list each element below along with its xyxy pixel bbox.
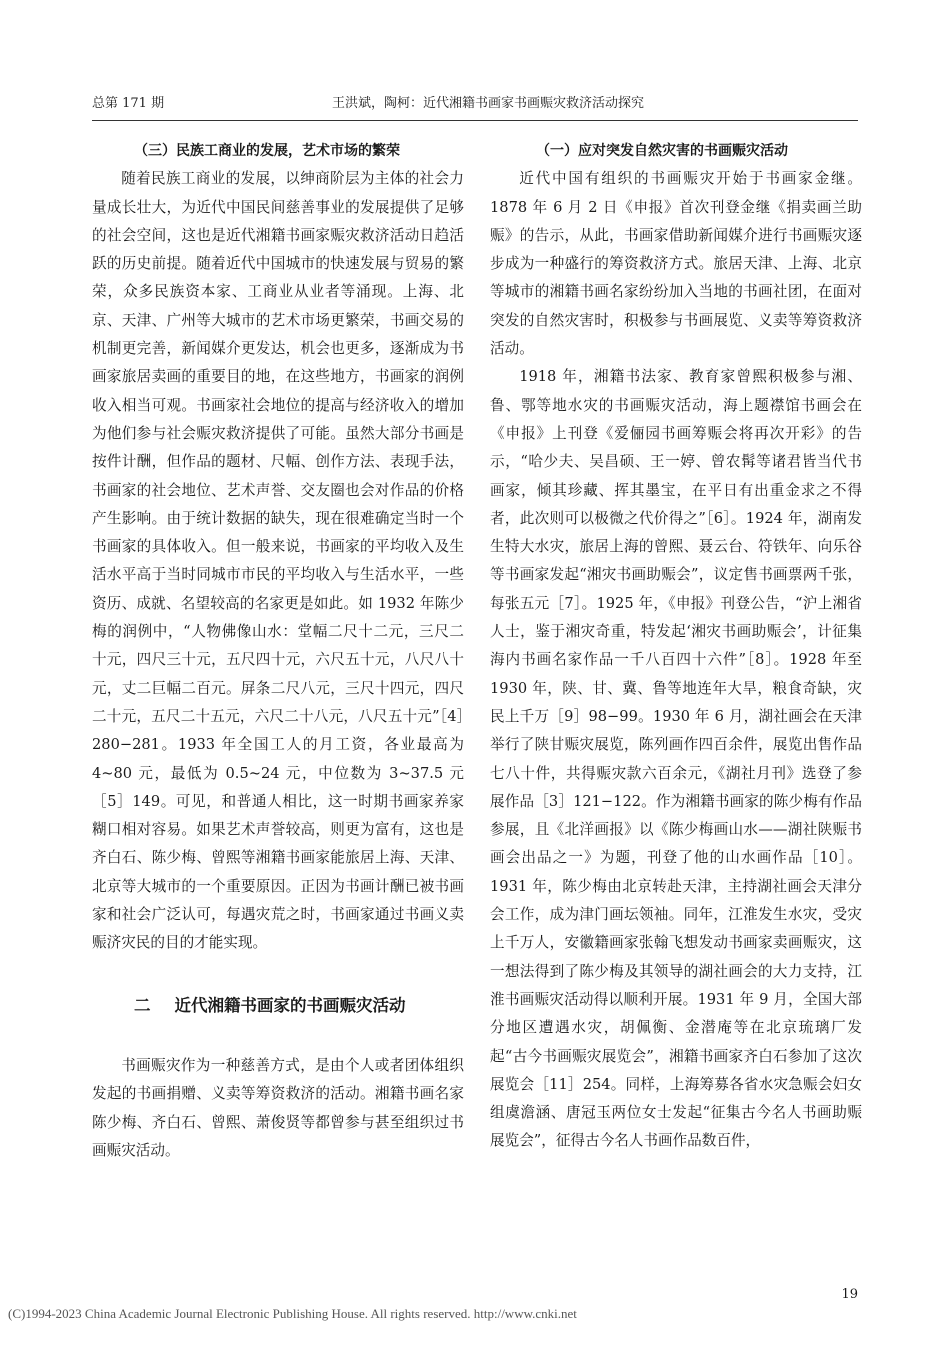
section-heading-2 (92, 992, 464, 1020)
right-column (490, 137, 862, 1156)
issue-number: 总第 171 期 (92, 96, 165, 111)
body-paragraph: 书画赈灾作为一种慈善方式，是由个人或者团体组织发起的书画捐赠、义卖等筹资救济的活动。湘籍书画名家陈少梅、齐白石、曾熙、萧俊贤等都曾参与甚至组织过书画赈灾活动。 (92, 1056, 464, 1159)
section-number: 二 (134, 995, 151, 1015)
page-number: 19 (841, 1287, 858, 1302)
subsection-heading-1: （一）应对突发自然灾害的书画赈灾活动 (536, 143, 788, 159)
running-title: 王洪斌，陶柯：近代湘籍书画家书画赈灾救济活动探究 (332, 96, 645, 111)
body-paragraph: 1918 年，湘籍书法家、教育家曾熙积极参与湘、鲁、鄂等地水灾的书画赈灾活动，海上题襟馆书画会在《申报》上刊登《爱俪园书画筹赈会将再次开彩》的告示，“哈少夫、吴昌硕、王一婷、曾农髯等诸君皆当代书画家，倾其珍藏、挥其墨宝，在平日有出重金求之不得者，此次则可以极微之代价得之”［6］。1924 年，湖南发生特大水灾，旅居上海的曾熙、聂云台、符铁年、向乐谷等书画家发起“湘灾书画助赈会”，议定售书画票两千张，每张五元［7］。1925 年，《申报》刊登公告，“沪上湘省人士，鉴于湘灾奇重，特发起‘湘灾书画助赈会’，计征集海内书画名家作品一千八百四十六件”［8］。1928 年至 1930 年，陕、甘、冀、鲁等地连年大旱，粮食奇缺，灾民上千万［9］98−99。1930 年 6 月，湖社画会在天津举行了陕甘赈灾展览，陈列画作四百余件，展览出售作品七八十件，共得赈灾款六百余元，《湖社月刊》选登了参展作品［3］121−122。作为湘籍书画家的陈少梅有作品参展，且《北洋画报》以《陈少梅画山水——湖社陕赈书画会出品之一》为题，刊登了他的山水画作品［10］。1931 年，陈少梅由北京转赴天津，主持湖社画会天津分会工作，成为津门画坛领袖。同年，江淮发生水灾，受灾上千万人，安徽籍画家张翰飞想发动书画家卖画赈灾，这一想法得到了陈少梅及其领导的湖社画会的大力支持，江淮书画赈灾活动得以顺利开展。1931 年 9 月，全国大部分地区遭遇水灾，胡佩衡、金潜庵等在北京琉璃厂发起“古今书画赈灾展览会”，湘籍书画家齐白石参加了这次展览会［11］254。同样，上海筹募各省水灾急赈会妇女组虞澹涵、唐冠玉两位女士发起“征集古今名人书画助赈展览会”，征得古今名人书画作品数百件， (490, 368, 862, 1150)
left-column (92, 137, 464, 1165)
body-paragraph: 随着民族工商业的发展，以绅商阶层为主体的社会力量成长壮大，为近代中国民间慈善事业的发展提供了足够的社会空间，这也是近代湘籍书画家赈灾救济活动日趋活跃的历史前提。随着近代中国城市的快速发展与贸易的繁荣，众多民族资本家、工商业从业者等涌现。上海、北京、天津、广州等大城市的艺术市场更繁荣，书画交易的机制更完善，新闻媒介更发达，机会也更多，逐渐成为书画家旅居卖画的重要目的地，在这些地方，书画家的润例收入相当可观。书画家社会地位的提高与经济收入的增加为他们参与社会赈灾救济提供了可能。虽然大部分书画是按件计酬，但作品的题材、尺幅、创作方法、表现手法，书画家的社会地位、艺术声誉、交友圈也会对作品的价格产生影响。由于统计数据的缺失，现在很难确定当时一个书画家的具体收入。但一般来说，书画家的平均收入及生活水平高于当时同城市市民的平均收入与生活水平，一些资历、成就、名望较高的名家更是如此。如 1932 年陈少梅的润例中，“人物佛像山水：堂幅二尺十二元，三尺二十元，四尺三十元，五尺四十元，六尺五十元，八尺八十元，丈二巨幅二百元。屏条二尺八元，三尺十四元，四尺二十元，五尺二十五元，六尺二十八元，八尺五十元”［4］280−281。1933 年全国工人的月工资，各业最高为 4~80 元，最低为 0.5~24 元，中位数为 3~37.5 元［5］149。可见，和普通人相比，这一时期书画家养家糊口相对容易。如果艺术声誉较高，则更为富有，这也是齐白石、陈少梅、曾熙等湘籍书画家能旅居上海、天津、北京等大城市的一个重要原因。正因为书画计酬已被书画家和社会广泛认可，每遇灾荒之时，书画家通过书画义卖赈济灾民的目的才能实现。 (92, 170, 464, 952)
copyright-footer: (C)1994-2023 China Academic Journal Electronic Publishing House. All rights reserved. http://www.cnki.net (8, 1306, 577, 1321)
section-title: 近代湘籍书画家的书画赈灾活动 (174, 995, 406, 1015)
subsection-heading-3: （三）民族工商业的发展，艺术市场的繁荣 (134, 143, 400, 159)
header-divider (92, 120, 858, 121)
body-paragraph: 近代中国有组织的书画赈灾开始于书画家金继。1878 年 6 月 2 日《申报》首次刊登金继《捐卖画兰助赈》的告示，从此，书画家借助新闻媒介进行书画赈灾逐步成为一种盛行的筹资救济方式。旅居天津、上海、北京等城市的湘籍书画名家纷纷加入当地的书画社团，在面对突发的自然灾害时，积极参与书画展览、义卖等筹资救济活动。 (490, 170, 862, 358)
